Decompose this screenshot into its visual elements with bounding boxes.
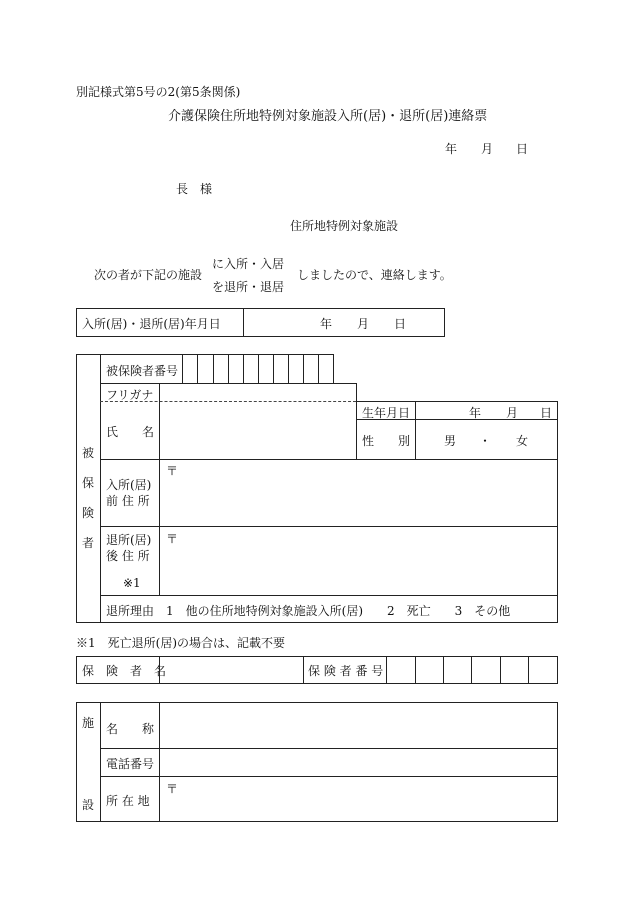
addressee: 長 様: [176, 182, 213, 196]
sender-facility: 住所地特例対象施設: [290, 219, 399, 233]
furigana-label: フリガナ: [106, 388, 154, 402]
insurer-name-label: 保 険 者 名: [82, 664, 167, 678]
insurer-name-field[interactable]: [166, 659, 296, 681]
postal-mark-icon: 〒: [166, 532, 179, 546]
insured-section-label: 被 保 険 者: [81, 446, 94, 550]
insurer-number-cell[interactable]: [386, 656, 387, 684]
prev-address-label-1: 入所(居): [106, 478, 152, 492]
sex-male-option[interactable]: 男: [444, 434, 457, 448]
prev-address-field[interactable]: [180, 464, 550, 522]
notice-option-enter: に入所・入居: [212, 257, 285, 271]
facility-section-label-top: 施: [82, 716, 95, 730]
date-year-label: 年: [445, 142, 458, 156]
insured-number-cell[interactable]: [197, 354, 198, 383]
facility-phone-label: 電話番号: [106, 757, 155, 771]
move-date-month[interactable]: 月: [357, 317, 370, 331]
name-label: 氏 名: [106, 425, 155, 439]
birth-date-label: 生年月日: [362, 406, 411, 420]
facility-section-label-bottom: 設: [82, 798, 95, 812]
birth-month[interactable]: 月: [506, 406, 519, 420]
postal-mark-icon: 〒: [166, 782, 179, 796]
footnote: ※1 死亡退所(居)の場合は、記載不要: [76, 636, 285, 650]
notice-option-exit: を退所・退居: [212, 280, 285, 294]
next-address-label-2: 後 住 所: [106, 549, 150, 563]
furigana-field[interactable]: [166, 386, 351, 400]
birth-year[interactable]: 年: [469, 406, 482, 420]
birth-day[interactable]: 日: [540, 406, 553, 420]
form-title: 介護保険住所地特例対象施設入所(居)・退所(居)連絡票: [168, 109, 488, 124]
facility-name-label: 名 称: [106, 722, 155, 736]
next-address-label-1: 退所(居): [106, 533, 152, 547]
prev-address-label-2: 前 住 所: [106, 494, 150, 508]
date-month-label: 月: [481, 142, 494, 156]
facility-address-field[interactable]: [180, 782, 550, 818]
next-address-note: ※1: [123, 576, 141, 590]
notice-suffix: しましたので、連絡します。: [297, 268, 452, 282]
insured-number-label: 被保険者番号: [106, 364, 179, 378]
postal-mark-icon: 〒: [166, 464, 179, 478]
notice-prefix: 次の者が下記の施設: [94, 268, 203, 282]
facility-name-field[interactable]: [166, 706, 551, 744]
move-date-year[interactable]: 年: [320, 317, 333, 331]
name-field[interactable]: [166, 406, 351, 454]
form-number: 別記様式第5号の2(第5条関係): [76, 85, 241, 99]
sex-separator: ・: [479, 434, 492, 448]
sex-label: 性 別: [362, 434, 411, 448]
date-day-label: 日: [516, 142, 529, 156]
reason-label: 退所理由: [106, 604, 155, 618]
sex-female-option[interactable]: 女: [516, 434, 529, 448]
move-date-day[interactable]: 日: [394, 317, 407, 331]
next-address-field[interactable]: [180, 532, 550, 590]
reason-options[interactable]: 1 他の住所地特例対象施設入所(居) 2 死亡 3 その他: [166, 604, 511, 618]
move-date-label: 入所(居)・退所(居)年月日: [82, 317, 221, 331]
insurer-number-label: 保 険 者 番 号: [308, 664, 384, 678]
facility-phone-field[interactable]: [166, 752, 551, 772]
facility-address-label: 所 在 地: [106, 794, 150, 808]
